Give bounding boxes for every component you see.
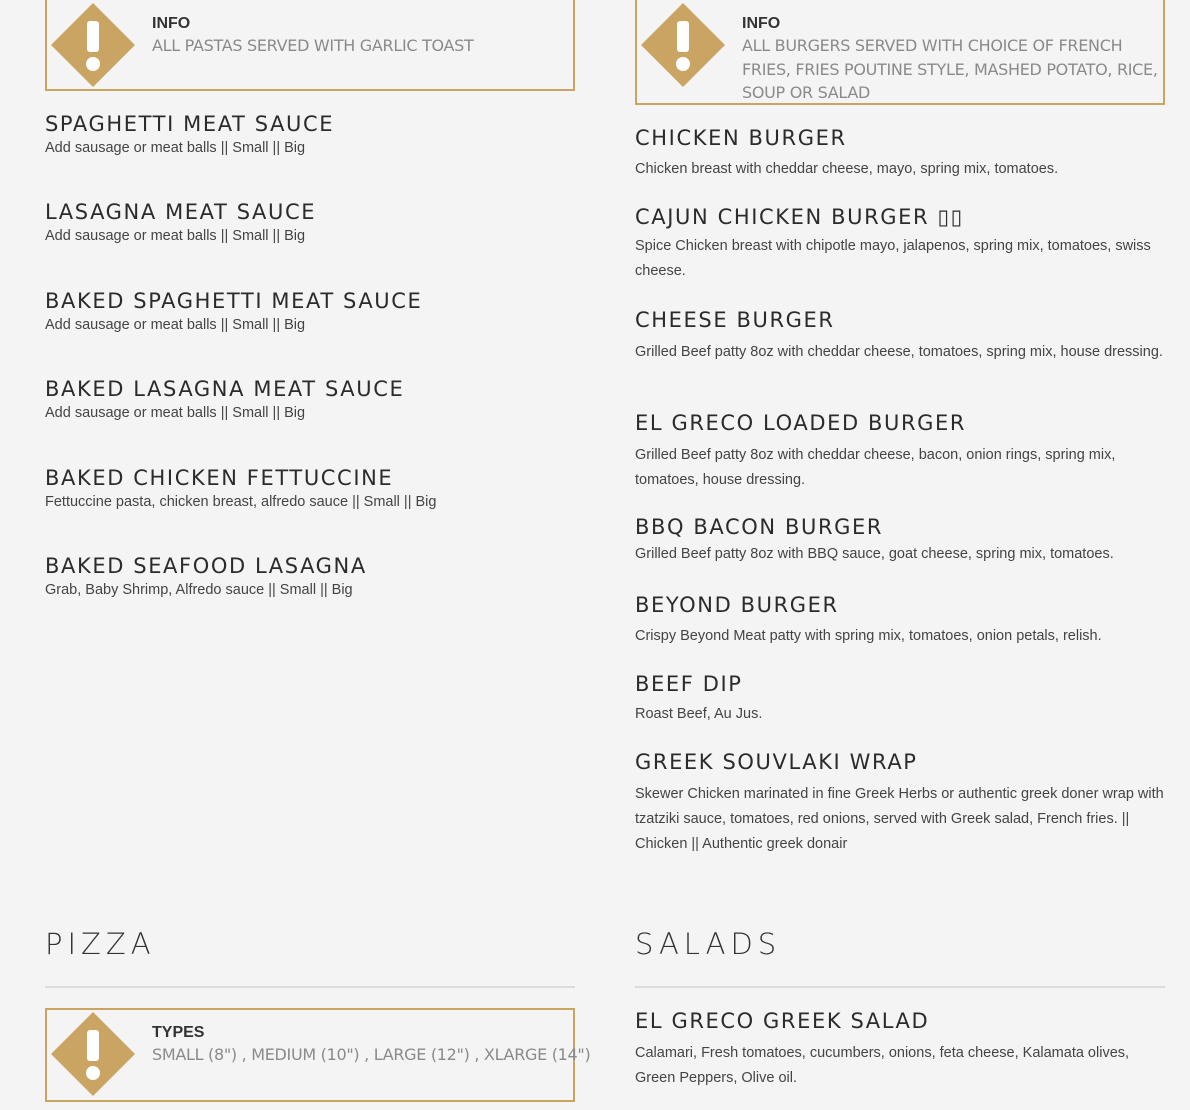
exclamation-diamond-icon: [51, 3, 135, 87]
section-title-pizza: PIZZA: [45, 927, 156, 961]
menu-item: [635, 671, 1165, 727]
menu-item-name: BAKED LASAGNA MEAT SAUCE: [45, 377, 405, 401]
menu-item-name: BAKED CHICKEN FETTUCCINE: [45, 466, 394, 490]
burger-info-box: [635, 0, 1165, 105]
menu-item: [45, 376, 575, 423]
menu-item: [635, 514, 1165, 567]
menu-item: [45, 288, 575, 335]
menu-item-description: Calamari, Fresh tomatoes, cucumbers, onions, feta cheese, Kalamata olives, Green Peppers, Olive oil.: [635, 1045, 1130, 1086]
menu-item-name: EL GRECO GREEK SALAD: [635, 1009, 930, 1033]
info-text: SMALL (8") , MEDIUM (10") , LARGE (12") , XLARGE (14"): [152, 1045, 591, 1064]
menu-item-description: Spice Chicken breast with chipotle mayo, jalapenos, spring mix, tomatoes, swiss cheese.: [635, 238, 1151, 279]
menu-item: [45, 465, 575, 512]
menu-item-name: BAKED SEAFOOD LASAGNA: [45, 554, 367, 578]
info-text: ALL PASTAS SERVED WITH GARLIC TOAST: [152, 36, 474, 55]
menu-item: [635, 410, 1165, 493]
menu-item-name: BAKED SPAGHETTI MEAT SAUCE: [45, 289, 423, 313]
info-title: INFO: [152, 15, 191, 32]
menu-item-name: CHEESE BURGER: [635, 308, 835, 332]
menu-item: [635, 307, 1165, 365]
menu-item: [635, 749, 1165, 857]
menu-item-name: BBQ BACON BURGER: [635, 515, 884, 539]
menu-item-name: CAJUN CHICKEN BURGER ▯▯: [635, 205, 964, 229]
menu-item: [635, 1008, 1165, 1091]
menu-item: [635, 125, 1165, 182]
menu-item-description: Chicken breast with cheddar cheese, mayo, spring mix, tomatoes.: [635, 161, 1059, 177]
info-title: TYPES: [152, 1024, 205, 1041]
menu-item-description: Fettuccine pasta, chicken breast, alfredo sauce || Small || Big: [45, 494, 437, 510]
menu-item-name: SPAGHETTI MEAT SAUCE: [45, 112, 335, 136]
menu-item: [45, 553, 575, 600]
info-title: INFO: [742, 15, 781, 32]
section-divider: [635, 986, 1165, 988]
exclamation-diamond-icon: [641, 3, 725, 87]
menu-item-name: BEYOND BURGER: [635, 593, 839, 617]
section-title-salads: SALADS: [635, 927, 782, 961]
menu-item-name: GREEK SOUVLAKI WRAP: [635, 750, 918, 774]
menu-item-name: LASAGNA MEAT SAUCE: [45, 200, 317, 224]
menu-item-description: Grilled Beef patty 8oz with BBQ sauce, goat cheese, spring mix, tomatoes.: [635, 546, 1114, 562]
menu-item: [45, 199, 575, 246]
menu-item-description: Add sausage or meat balls || Small || Big: [45, 405, 306, 421]
pizza-types-box: [45, 1008, 591, 1102]
menu-item-name: EL GRECO LOADED BURGER: [635, 411, 967, 435]
menu-item-description: Add sausage or meat balls || Small || Big: [45, 228, 306, 244]
menu-item: [45, 111, 575, 158]
menu-item-description: Skewer Chicken marinated in fine Greek Herbs or authentic greek doner wrap with tzatziki sauce, tomatoes, red onions, served with Greek salad, French fries. || Chicken || Authentic greek donair: [635, 786, 1164, 852]
menu-item: [635, 204, 1165, 284]
menu-item-name: CHICKEN BURGER: [635, 126, 847, 150]
info-text: ALL BURGERS SERVED WITH CHOICE OF FRENCH FRIES, FRIES POUTINE STYLE, MASHED POTATO, RICE, SOUP OR SALAD: [742, 36, 1158, 102]
exclamation-diamond-icon: [51, 1012, 135, 1096]
menu-item-description: Roast Beef, Au Jus.: [635, 706, 763, 722]
menu-item-description: Add sausage or meat balls || Small || Big: [45, 317, 306, 333]
section-divider: [45, 986, 575, 988]
menu-item: [635, 592, 1165, 649]
menu-item-name: BEEF DIP: [635, 672, 743, 696]
menu-item-description: Grilled Beef patty 8oz with cheddar cheese, tomatoes, spring mix, house dressing.: [635, 344, 1163, 360]
menu-item-description: Add sausage or meat balls || Small || Big: [45, 140, 306, 156]
menu-item-description: Crispy Beyond Meat patty with spring mix, tomatoes, onion petals, relish.: [635, 628, 1102, 644]
menu-item-description: Grab, Baby Shrimp, Alfredo sauce || Small || Big: [45, 582, 353, 598]
menu-item-description: Grilled Beef patty 8oz with cheddar cheese, bacon, onion rings, spring mix, tomatoes, house dressing.: [635, 447, 1116, 488]
pasta-info-box: [45, 0, 575, 91]
